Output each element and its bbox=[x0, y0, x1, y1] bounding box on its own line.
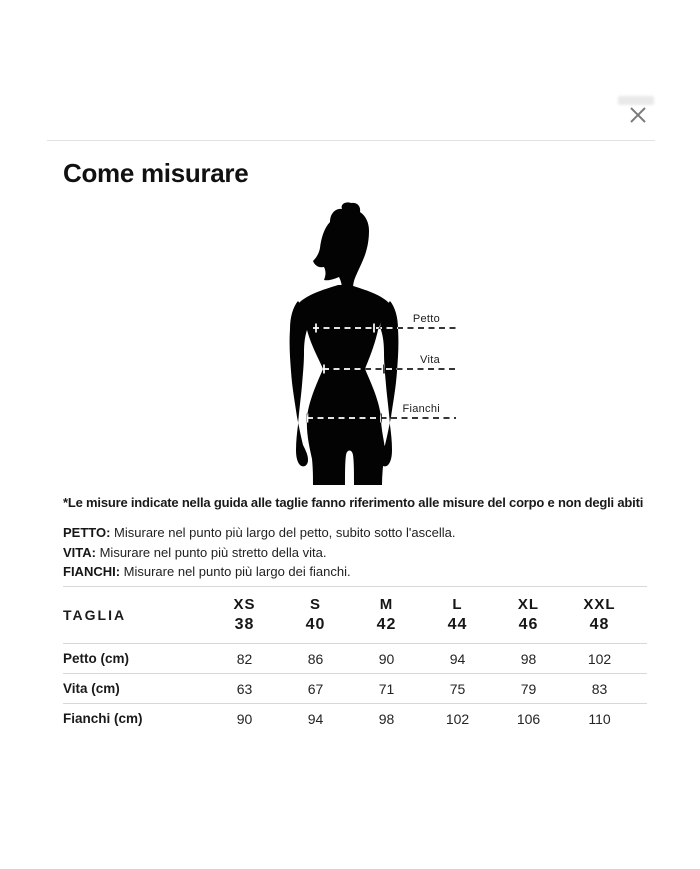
row-label-petto: Petto (cm) bbox=[63, 644, 209, 674]
filler-cell bbox=[635, 587, 647, 644]
table-row-vita bbox=[63, 674, 647, 704]
cell-value: 98 bbox=[493, 644, 564, 674]
cell-value: 90 bbox=[351, 644, 422, 674]
cell-value: 75 bbox=[422, 674, 493, 704]
cell-value: 110 bbox=[588, 710, 611, 727]
cell-value: 83 bbox=[564, 674, 635, 704]
column-header-xl bbox=[493, 587, 564, 644]
cell-value: 82 bbox=[209, 644, 280, 674]
table-row-petto bbox=[63, 644, 647, 674]
column-header-m bbox=[351, 587, 422, 644]
table-header-row bbox=[63, 587, 647, 644]
silhouette-shape bbox=[290, 202, 399, 485]
cell-value: 63 bbox=[209, 674, 280, 704]
cell-value: 67 bbox=[280, 674, 351, 704]
size-number: 46 bbox=[518, 616, 539, 633]
filler-cell bbox=[635, 674, 647, 704]
instruction-vita bbox=[63, 543, 455, 563]
size-letter: S bbox=[309, 596, 321, 613]
cell-value: 94 bbox=[307, 710, 324, 727]
row-label-fianchi: Fianchi (cm) bbox=[63, 711, 143, 727]
instruction-vita-text: Misurare nel punto più stretto della vita. bbox=[95, 544, 327, 560]
filler-cell bbox=[635, 644, 647, 674]
table-row-fianchi bbox=[63, 704, 647, 734]
vita-measure-label: Vita bbox=[420, 354, 440, 366]
measuring-instructions bbox=[63, 523, 455, 582]
cell-value: 86 bbox=[280, 644, 351, 674]
taglia-header: TAGLIA bbox=[63, 587, 209, 644]
page-title: Come misurare bbox=[63, 158, 249, 188]
cell-value: 102 bbox=[445, 710, 470, 727]
size-letter: M bbox=[379, 596, 394, 613]
column-header-xs bbox=[209, 587, 280, 644]
row-label-vita: Vita (cm) bbox=[63, 674, 209, 704]
size-letter: XXL bbox=[583, 596, 616, 613]
cell-value: 79 bbox=[493, 674, 564, 704]
cell-value: 90 bbox=[236, 710, 253, 727]
cell-value: 98 bbox=[378, 710, 395, 727]
close-icon bbox=[628, 105, 648, 125]
filler-cell bbox=[635, 704, 647, 734]
size-number: 38 bbox=[234, 616, 255, 633]
size-number: 48 bbox=[589, 616, 610, 633]
instruction-petto bbox=[63, 523, 455, 543]
instruction-fianchi-text: Misurare nel punto più largo dei fianchi. bbox=[120, 564, 351, 579]
size-number: 44 bbox=[447, 616, 468, 633]
size-number: 42 bbox=[376, 616, 397, 633]
column-header-s bbox=[280, 587, 351, 644]
instruction-vita-label: VITA: bbox=[63, 544, 96, 560]
cell-value: 71 bbox=[351, 674, 422, 704]
instruction-fianchi bbox=[63, 562, 455, 582]
female-silhouette-icon bbox=[260, 195, 500, 485]
size-letter: XS bbox=[233, 596, 256, 613]
size-letter: XL bbox=[517, 596, 540, 613]
instruction-fianchi-label: FIANCHI: bbox=[63, 564, 121, 579]
cell-value: 102 bbox=[564, 644, 635, 674]
instruction-petto-label: PETTO: bbox=[63, 525, 111, 540]
body-measurement-figure bbox=[260, 195, 500, 485]
size-chart-table bbox=[63, 586, 647, 734]
header-divider bbox=[47, 140, 655, 141]
size-number: 40 bbox=[305, 616, 326, 633]
cell-value: 106 bbox=[516, 710, 541, 727]
petto-measure-label: Petto bbox=[412, 313, 440, 325]
size-letter: L bbox=[452, 596, 463, 613]
column-header-l bbox=[422, 587, 493, 644]
cell-value: 94 bbox=[422, 644, 493, 674]
body-measures-note: *Le misure indicate nella guida alle taglie fanno riferimento alle misure del corpo e non degli abiti bbox=[63, 495, 644, 510]
fianchi-measure-label: Fianchi bbox=[402, 403, 440, 415]
instruction-petto-text: Misurare nel punto più largo del petto, subito sotto l'ascella. bbox=[110, 525, 456, 540]
close-button[interactable] bbox=[626, 103, 650, 127]
column-header-xxl bbox=[564, 587, 635, 644]
